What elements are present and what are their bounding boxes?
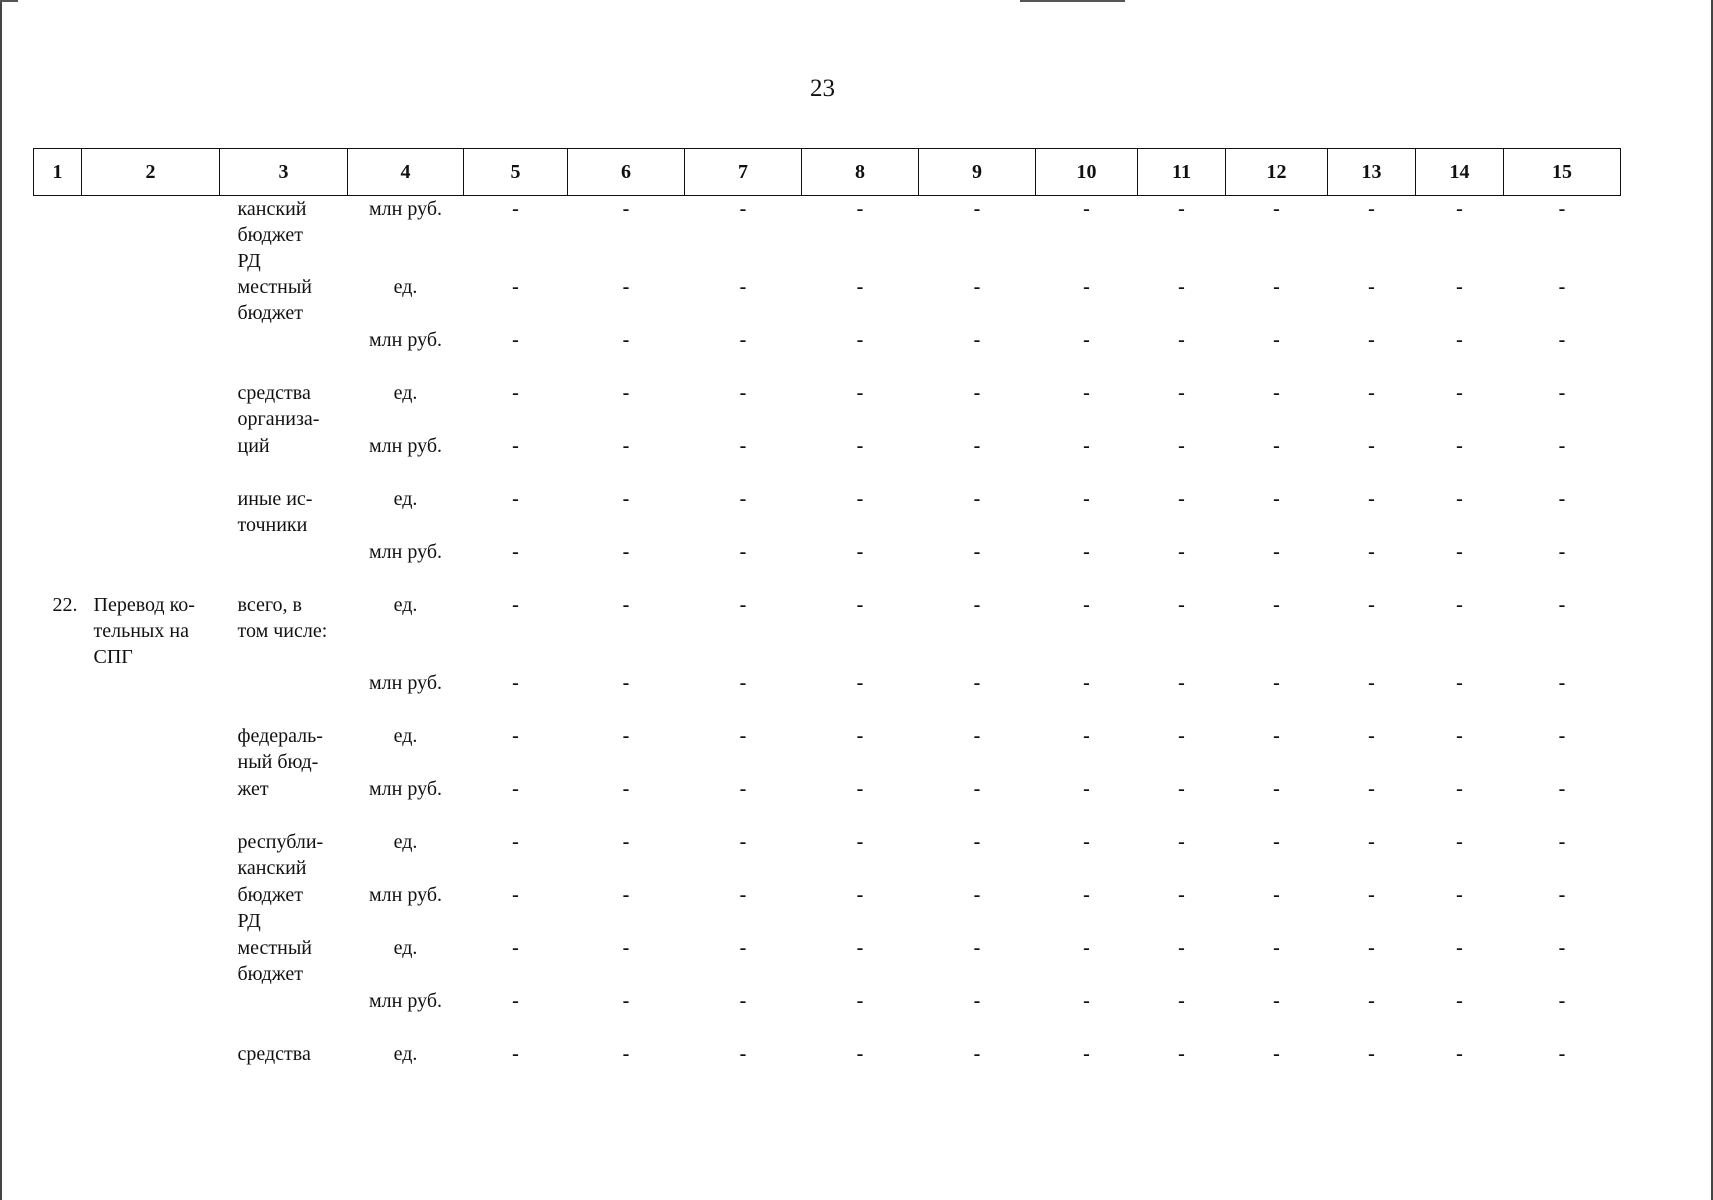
unit: млн руб. (369, 884, 442, 906)
value-dash: - (856, 276, 864, 298)
value-dash: - (1558, 329, 1566, 351)
value-dash: - (1083, 488, 1090, 510)
value-dash: - (739, 1043, 747, 1065)
row-name (82, 327, 220, 380)
value-dash: - (1368, 329, 1375, 351)
column-header-7: 7 (685, 149, 802, 196)
value-dash: - (622, 831, 630, 853)
value-dash: - (512, 541, 519, 563)
value-dash: - (973, 382, 981, 404)
table-row (34, 882, 1621, 935)
value-dash: - (1368, 990, 1375, 1012)
column-header-13: 13 (1328, 149, 1416, 196)
column-header-9: 9 (919, 149, 1036, 196)
row-number (34, 380, 82, 433)
row-name (82, 670, 220, 723)
unit: ед. (393, 276, 418, 298)
value-dash: - (739, 831, 747, 853)
value-dash: - (622, 937, 630, 959)
value-dash: - (973, 778, 981, 800)
value-dash: - (739, 672, 747, 694)
funding-source: местный бюджет (237, 937, 312, 985)
value-dash: - (856, 725, 864, 747)
value-dash: - (739, 276, 747, 298)
value-dash: - (856, 990, 864, 1012)
unit: ед. (393, 1043, 418, 1065)
row-number (34, 539, 82, 592)
value-dash: - (1178, 435, 1185, 457)
value-dash: - (1456, 1043, 1463, 1065)
unit: млн руб. (369, 778, 442, 800)
unit: ед. (393, 725, 418, 747)
value-dash: - (973, 1043, 981, 1065)
row-number (34, 988, 82, 1041)
value-dash: - (856, 672, 864, 694)
value-dash: - (1456, 672, 1463, 694)
funding-source (220, 670, 348, 723)
row-number (34, 274, 82, 327)
row-number (34, 196, 82, 275)
value-dash: - (512, 276, 519, 298)
unit: ед. (393, 831, 418, 853)
value-dash: - (1273, 672, 1280, 694)
value-dash: - (512, 198, 519, 220)
row-name (82, 539, 220, 592)
funding-source: ций (237, 435, 270, 457)
value-dash: - (622, 435, 630, 457)
unit: млн руб. (369, 435, 442, 457)
value-dash: - (1456, 990, 1463, 1012)
funding-source: республи- канский (237, 831, 324, 879)
column-header-12: 12 (1226, 149, 1328, 196)
value-dash: - (1368, 594, 1375, 616)
column-header-15: 15 (1504, 149, 1621, 196)
value-dash: - (1558, 937, 1566, 959)
value-dash: - (973, 990, 981, 1012)
value-dash: - (739, 990, 747, 1012)
value-dash: - (1456, 541, 1463, 563)
unit: ед. (393, 488, 418, 510)
column-header-2: 2 (82, 149, 220, 196)
funding-source (220, 327, 348, 380)
value-dash: - (973, 831, 981, 853)
value-dash: - (856, 435, 864, 457)
value-dash: - (622, 382, 630, 404)
value-dash: - (973, 594, 981, 616)
row-number (34, 1041, 82, 1094)
value-dash: - (739, 435, 747, 457)
row-name (82, 486, 220, 539)
value-dash: - (512, 778, 519, 800)
row-number (34, 723, 82, 776)
value-dash: - (739, 884, 747, 906)
funding-source (220, 539, 348, 592)
value-dash: - (622, 778, 630, 800)
value-dash: - (1456, 778, 1463, 800)
table-row (34, 486, 1621, 539)
value-dash: - (622, 198, 630, 220)
value-dash: - (1178, 594, 1185, 616)
value-dash: - (1368, 778, 1375, 800)
value-dash: - (739, 937, 747, 959)
unit: млн руб. (369, 329, 442, 351)
value-dash: - (622, 329, 630, 351)
column-header-11: 11 (1138, 149, 1226, 196)
value-dash: - (512, 884, 519, 906)
value-dash: - (973, 937, 981, 959)
value-dash: - (512, 1043, 519, 1065)
funding-source (220, 988, 348, 1041)
value-dash: - (1558, 990, 1566, 1012)
value-dash: - (1083, 1043, 1090, 1065)
table-row (34, 196, 1621, 275)
value-dash: - (1178, 1043, 1185, 1065)
value-dash: - (739, 329, 747, 351)
table-row (34, 670, 1621, 723)
column-header-6: 6 (568, 149, 685, 196)
scan-edge-left (0, 0, 2, 1200)
funding-source: канский бюджет РД (237, 198, 307, 272)
value-dash: - (1558, 488, 1566, 510)
value-dash: - (622, 990, 630, 1012)
value-dash: - (1178, 672, 1185, 694)
value-dash: - (973, 672, 981, 694)
value-dash: - (1456, 329, 1463, 351)
row-name (82, 829, 220, 882)
value-dash: - (1083, 778, 1090, 800)
value-dash: - (1178, 831, 1185, 853)
table-row (34, 539, 1621, 592)
column-header-10: 10 (1036, 149, 1138, 196)
value-dash: - (1273, 276, 1280, 298)
column-header-3: 3 (220, 149, 348, 196)
table-row (34, 829, 1621, 882)
unit: млн руб. (369, 198, 442, 220)
funding-source: местный бюджет (237, 276, 312, 324)
table-row (34, 1041, 1621, 1094)
row-number (34, 486, 82, 539)
value-dash: - (1178, 541, 1185, 563)
row-name (82, 1041, 220, 1094)
value-dash: - (739, 198, 747, 220)
row-number (34, 829, 82, 882)
value-dash: - (1558, 435, 1566, 457)
value-dash: - (1456, 382, 1463, 404)
page-number: 23 (810, 75, 835, 102)
value-dash: - (973, 488, 981, 510)
value-dash: - (1083, 725, 1090, 747)
value-dash: - (1273, 778, 1280, 800)
value-dash: - (739, 488, 747, 510)
value-dash: - (973, 541, 981, 563)
table-row (34, 723, 1621, 776)
row-number: 22. (52, 594, 78, 616)
value-dash: - (1558, 778, 1566, 800)
value-dash: - (1558, 382, 1566, 404)
value-dash: - (1083, 884, 1090, 906)
value-dash: - (512, 831, 519, 853)
value-dash: - (1558, 594, 1566, 616)
table-body (34, 196, 1621, 1095)
column-header-1: 1 (34, 149, 82, 196)
scan-mark (1020, 0, 1125, 2)
value-dash: - (856, 937, 864, 959)
unit: ед. (393, 382, 418, 404)
value-dash: - (1178, 778, 1185, 800)
value-dash: - (973, 276, 981, 298)
value-dash: - (973, 884, 981, 906)
table-row (34, 274, 1621, 327)
value-dash: - (856, 329, 864, 351)
value-dash: - (856, 1043, 864, 1065)
row-name: Перевод ко- тельных на СПГ (93, 594, 195, 668)
value-dash: - (1368, 435, 1375, 457)
row-number (34, 882, 82, 935)
unit: млн руб. (369, 541, 442, 563)
table-row (34, 935, 1621, 988)
value-dash: - (1368, 382, 1375, 404)
value-dash: - (1083, 276, 1090, 298)
value-dash: - (1558, 672, 1566, 694)
value-dash: - (973, 198, 981, 220)
value-dash: - (856, 382, 864, 404)
row-name (82, 776, 220, 829)
value-dash: - (1456, 594, 1463, 616)
row-name (82, 196, 220, 275)
value-dash: - (512, 725, 519, 747)
value-dash: - (973, 435, 981, 457)
value-dash: - (1558, 541, 1566, 563)
value-dash: - (622, 1043, 630, 1065)
unit: млн руб. (369, 672, 442, 694)
value-dash: - (1368, 884, 1375, 906)
value-dash: - (739, 541, 747, 563)
value-dash: - (1083, 594, 1090, 616)
value-dash: - (1273, 831, 1280, 853)
value-dash: - (512, 488, 519, 510)
row-number (34, 776, 82, 829)
column-header-4: 4 (348, 149, 464, 196)
value-dash: - (1083, 435, 1090, 457)
value-dash: - (1558, 884, 1566, 906)
value-dash: - (1368, 937, 1375, 959)
value-dash: - (1273, 990, 1280, 1012)
value-dash: - (1083, 937, 1090, 959)
row-number (34, 935, 82, 988)
value-dash: - (856, 831, 864, 853)
value-dash: - (1456, 198, 1463, 220)
value-dash: - (1083, 672, 1090, 694)
value-dash: - (622, 594, 630, 616)
value-dash: - (1273, 541, 1280, 563)
row-name (82, 935, 220, 988)
value-dash: - (1368, 831, 1375, 853)
table-row (34, 592, 1621, 670)
column-header-8: 8 (802, 149, 919, 196)
value-dash: - (622, 725, 630, 747)
column-header-5: 5 (464, 149, 568, 196)
value-dash: - (856, 594, 864, 616)
unit: млн руб. (369, 990, 442, 1012)
value-dash: - (1456, 884, 1463, 906)
value-dash: - (1083, 990, 1090, 1012)
unit: ед. (393, 937, 418, 959)
value-dash: - (1083, 198, 1090, 220)
value-dash: - (856, 778, 864, 800)
value-dash: - (1178, 276, 1185, 298)
value-dash: - (1178, 725, 1185, 747)
value-dash: - (622, 672, 630, 694)
value-dash: - (1273, 884, 1280, 906)
value-dash: - (856, 198, 864, 220)
row-name (82, 433, 220, 486)
table-row (34, 776, 1621, 829)
value-dash: - (1558, 1043, 1566, 1065)
value-dash: - (512, 329, 519, 351)
value-dash: - (1273, 594, 1280, 616)
value-dash: - (622, 488, 630, 510)
row-name (82, 274, 220, 327)
value-dash: - (1368, 198, 1375, 220)
value-dash: - (1558, 725, 1566, 747)
value-dash: - (1456, 725, 1463, 747)
value-dash: - (1456, 276, 1463, 298)
value-dash: - (1273, 937, 1280, 959)
row-name (82, 380, 220, 433)
value-dash: - (1178, 937, 1185, 959)
value-dash: - (1273, 435, 1280, 457)
value-dash: - (1558, 198, 1566, 220)
value-dash: - (1273, 1043, 1280, 1065)
value-dash: - (739, 594, 747, 616)
value-dash: - (1083, 329, 1090, 351)
value-dash: - (1178, 329, 1185, 351)
value-dash: - (973, 725, 981, 747)
value-dash: - (622, 541, 630, 563)
value-dash: - (1273, 329, 1280, 351)
value-dash: - (512, 594, 519, 616)
value-dash: - (1178, 488, 1185, 510)
value-dash: - (1368, 1043, 1375, 1065)
row-number (34, 327, 82, 380)
funding-source: жет (237, 778, 269, 800)
value-dash: - (1456, 937, 1463, 959)
value-dash: - (856, 884, 864, 906)
value-dash: - (1273, 488, 1280, 510)
value-dash: - (1083, 382, 1090, 404)
value-dash: - (739, 725, 747, 747)
unit: ед. (393, 594, 418, 616)
funding-source: бюджет РД (237, 884, 303, 932)
value-dash: - (973, 329, 981, 351)
value-dash: - (1368, 725, 1375, 747)
value-dash: - (1368, 276, 1375, 298)
value-dash: - (512, 937, 519, 959)
header-row (34, 149, 1621, 196)
value-dash: - (739, 382, 747, 404)
value-dash: - (1558, 831, 1566, 853)
value-dash: - (1558, 276, 1566, 298)
funding-source: средства (237, 1043, 311, 1065)
table-row (34, 988, 1621, 1041)
row-name (82, 988, 220, 1041)
column-header-14: 14 (1416, 149, 1504, 196)
value-dash: - (1273, 198, 1280, 220)
row-number (34, 433, 82, 486)
funding-source: федераль- ный бюд- (237, 725, 323, 773)
value-dash: - (1083, 541, 1090, 563)
value-dash: - (1083, 831, 1090, 853)
value-dash: - (1273, 382, 1280, 404)
value-dash: - (1368, 672, 1375, 694)
value-dash: - (856, 541, 864, 563)
table-row (34, 327, 1621, 380)
value-dash: - (1456, 488, 1463, 510)
value-dash: - (512, 435, 519, 457)
funding-source: всего, в том числе: (237, 594, 328, 642)
value-dash: - (512, 990, 519, 1012)
scan-mark (0, 0, 18, 2)
value-dash: - (1456, 831, 1463, 853)
value-dash: - (1368, 541, 1375, 563)
value-dash: - (1178, 990, 1185, 1012)
value-dash: - (739, 778, 747, 800)
value-dash: - (1178, 198, 1185, 220)
funding-source: средства организа- (237, 382, 320, 430)
table-row (34, 433, 1621, 486)
value-dash: - (1273, 725, 1280, 747)
funding-source: иные ис- точники (237, 488, 313, 536)
value-dash: - (1178, 382, 1185, 404)
program-table (33, 148, 1621, 1094)
row-name (82, 882, 220, 935)
row-name (82, 723, 220, 776)
value-dash: - (622, 276, 630, 298)
value-dash: - (1456, 435, 1463, 457)
row-number (34, 670, 82, 723)
value-dash: - (1178, 884, 1185, 906)
value-dash: - (1368, 488, 1375, 510)
value-dash: - (856, 488, 864, 510)
table-row (34, 380, 1621, 433)
value-dash: - (622, 884, 630, 906)
value-dash: - (512, 382, 519, 404)
value-dash: - (512, 672, 519, 694)
